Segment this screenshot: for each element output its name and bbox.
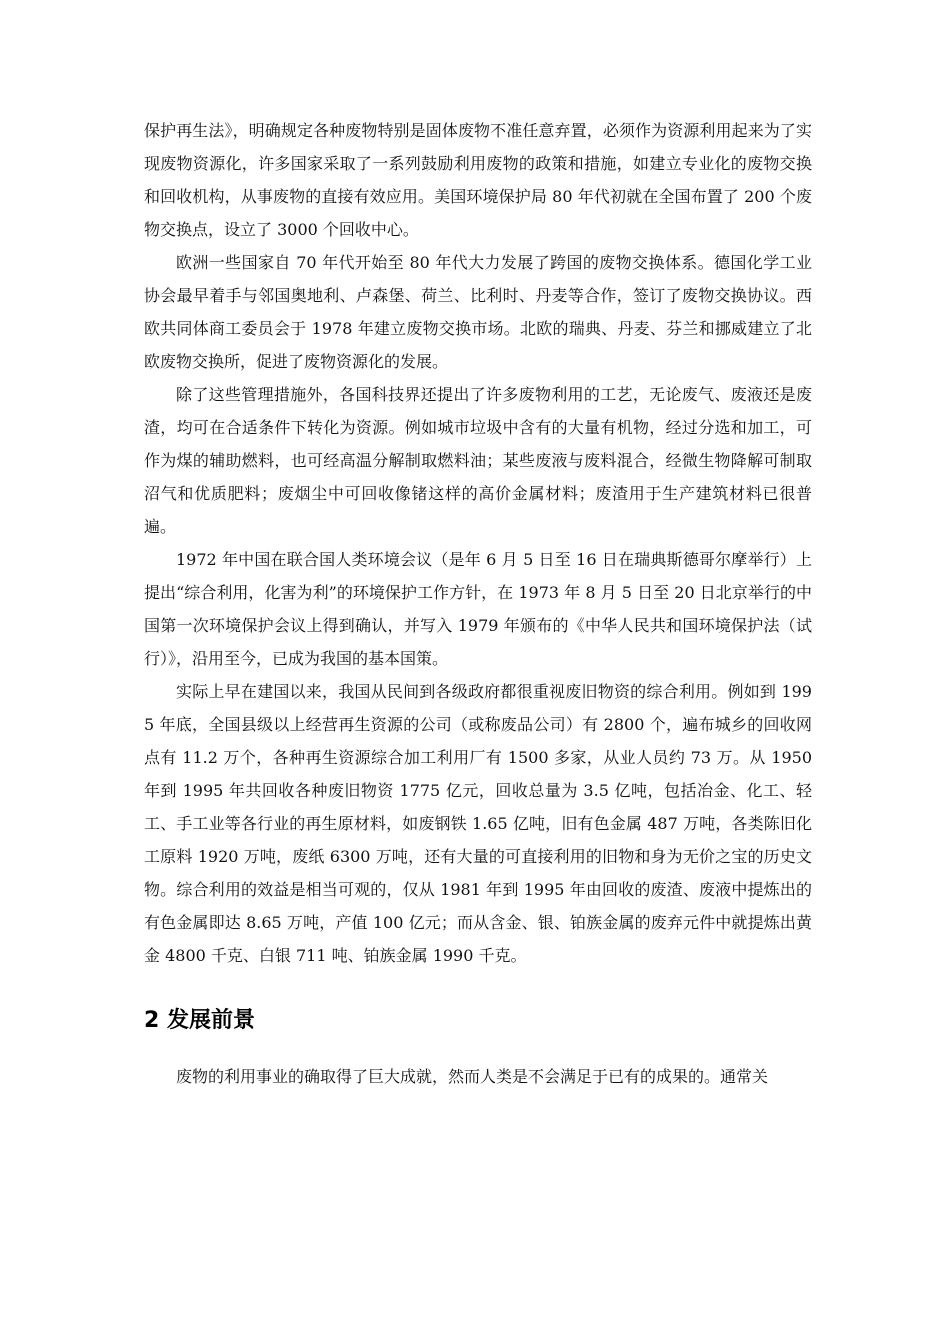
document-body — [144, 114, 812, 1093]
paragraph-recycling-law: 保护再生法》，明确规定各种废物特别是固体废物不准任意弃置，必须作为资源利用起来为了实现废物资源化，许多国家采取了一系列鼓励利用废物的政策和措施，如建立专业化的废物交换和回收机构，从事废物的直接有效应用。美国环境保护局 80 年代初就在全国布置了 200 个废物交换点，设立了 3000 个回收中心。 — [144, 121, 812, 239]
paragraph-china-recycling-stats: 实际上早在建国以来，我国从民间到各级政府都很重视废旧物资的综合利用。例如到 1995 年底，全国县级以上经营再生资源的公司（或称废品公司）有 2800 个，遍布城乡的回收网点有 11.2 万个，各种再生资源综合加工利用厂有 1500 多家，从业人员约 73 万。从 1950 年到 1995 年共回收各种废旧物资 1775 亿元，回收总量为 3.5 亿吨，包括冶金、化工、轻工、手工业等各行业的再生原材料，如废钢铁 1.65 亿吨，旧有色金属 487 万吨，各类陈旧化工原料 1920 万吨，废纸 6300 万吨，还有大量的可直接利用的旧物和身为无价之宝的历史文物。综合利用的效益是相当可观的，仅从 1981 年到 1995 年由回收的废渣、废液中提炼出的有色金属即达 8.65 万吨，产值 100 亿元；而从含金、银、铂族金属的废弃元件中就提炼出黄金 4800 千克、白银 711 吨、铂族金属 1990 千克。 — [144, 682, 812, 965]
paragraph-china-1972-policy: 1972 年中国在联合国人类环境会议（是年 6 月 5 日至 16 日在瑞典斯德哥尔摩举行）上提出“综合利用，化害为利”的环境保护工作方针，在 1973 年 8 月 5 日至 20 日北京举行的中国第一次环境保护会议上得到确认，并写入 1979 年颁布的《中华人民共和国环境保护法（试行）》，沿用至今，已成为我国的基本国策。 — [144, 550, 812, 668]
paragraph-technology-processes: 除了这些管理措施外，各国科技界还提出了许多废物利用的工艺，无论废气、废液还是废渣，均可在合适条件下转化为资源。例如城市垃圾中含有的大量有机物，经过分选和加工，可作为煤的辅助燃料，也可经高温分解制取燃料油；某些废液与废料混合，经微生物降解可制取沼气和优质肥料；废烟尘中可回收像锗这样的高价金属材料；废渣用于生产建筑材料已很普遍。 — [144, 385, 812, 536]
paragraph-prospects-intro: 废物的利用事业的确取得了巨大成就，然而人类是不会满足于已有的成果的。通常关 — [176, 1067, 769, 1086]
section-heading-development-prospects: 2 发展前景 — [144, 1008, 255, 1033]
paragraph-european-exchange: 欧洲一些国家自 70 年代开始至 80 年代大力发展了跨国的废物交换体系。德国化学工业协会最早着手与邻国奥地利、卢森堡、荷兰、比利时、丹麦等合作，签订了废物交换协议。西欧共同体商工委员会于 1978 年建立废物交换市场。北欧的瑞典、丹麦、芬兰和挪威建立了北欧废物交换所，促进了废物资源化的发展。 — [144, 253, 812, 371]
